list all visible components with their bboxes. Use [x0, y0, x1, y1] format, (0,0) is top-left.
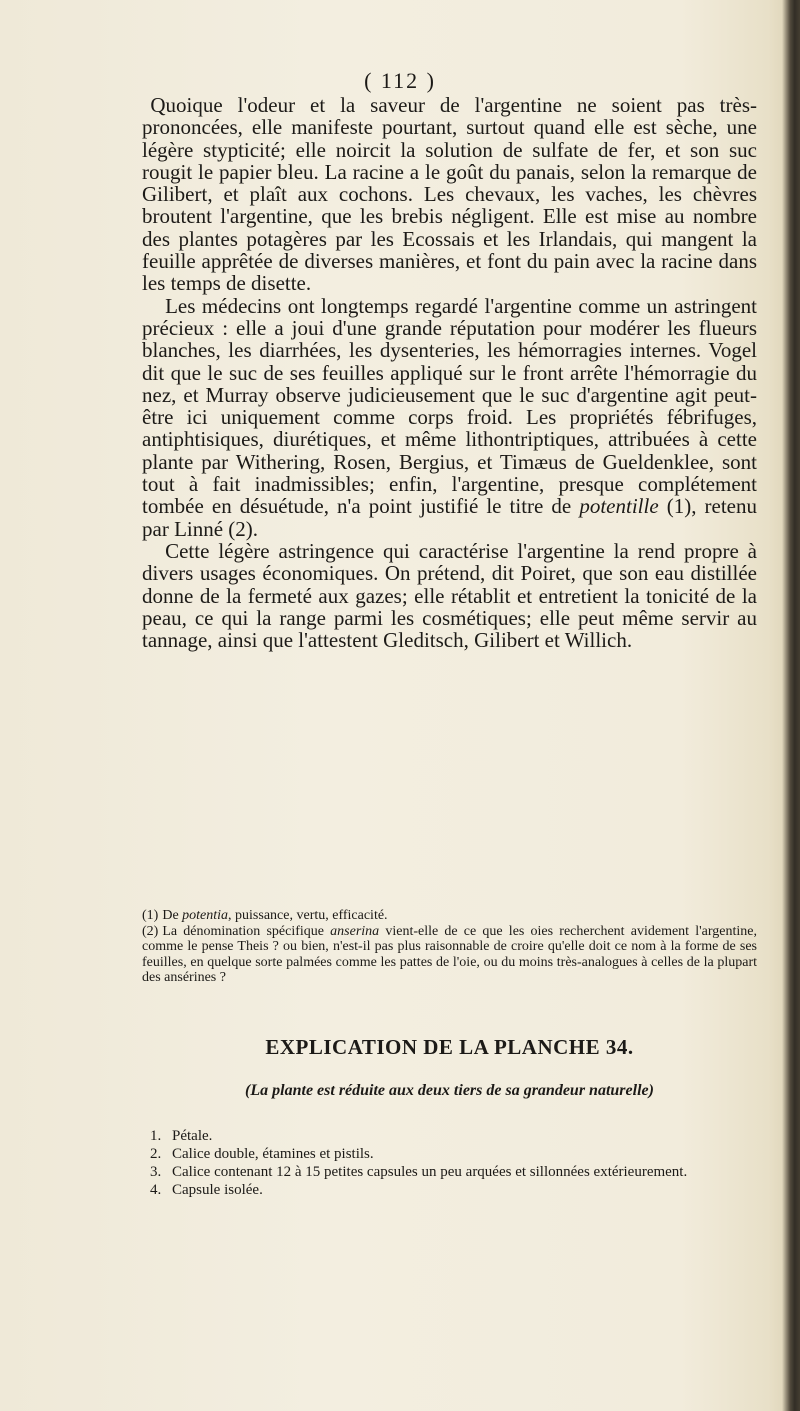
- footnote-lead: De: [162, 908, 179, 923]
- legend-item: [150, 1163, 750, 1181]
- page-number: ( 112 ): [364, 68, 436, 93]
- footnote-1: [142, 908, 757, 924]
- footnote-italic: potentia: [182, 908, 229, 923]
- paragraph-2-text: Les médecins ont longtemps regardé l'argentine comme un astringent précieux : elle a joui d'une grande réputation pour modérer les flueurs blanches, les diarrhées, les dysenteries, les hémorragies internes. Vogel dit que le suc de ses feuilles appliqué sur le front arrête l'hémorragie du nez, et Murray observe judicieusement que le suc d'argentine agit peut-être ici uniquement comme corps froid. Les propriétés fébrifuges, antiphtisiques, diurétiques, et même lithontriptiques, attribuées à cette plante par Withering, Rosen, Bergius, et Timæus de Gueldenklee, sont tout à fait inadmissibles; enfin, l'argentine, presque complétement tombée en désuétude, n'a point justifié le titre de: [142, 293, 757, 519]
- paragraph-1: Quoique l'odeur et la saveur de l'argentine ne soient pas très-prononcées, elle manifeste pourtant, surtout quand elle est sèche, une légère stypticité; elle noircit la solution de sulfate de fer, et son suc rougit le papier bleu. La racine a le goût du panais, selon la remarque de Gilibert, et plaît aux cochons. Les chevaux, les vaches, les chèvres broutent l'argentine, que les brebis négligent. Elle est mise au nombre des plantes potagères par les Ecossais et les Irlandais, qui mangent la feuille apprêtée de diverses manières, et font du pain avec la racine dans les temps de disette.: [142, 93, 757, 296]
- plate-legend: [150, 1127, 750, 1199]
- footnote-text: vient-elle de ce que les oies recherchent avidement l'argentine, comme le pense Theis ? ou bien, n'est-il pas plus raisonnable de croire qu'elle doit ce nom à la forme de ses feuilles, en quelque sorte palmées comme les pattes de l'oie, ou du moins très-analogues à celles de la plupart des ansérines ?: [142, 923, 757, 986]
- legend-text: Capsule isolée.: [172, 1182, 263, 1198]
- footnote-marker: (2): [142, 923, 159, 939]
- legend-text: Calice contenant 12 à 15 petites capsules un peu arquées et sillonnées extérieurement.: [172, 1164, 688, 1180]
- plate-subtitle: (La plante est réduite aux deux tiers de sa grandeur naturelle): [245, 1082, 654, 1099]
- legend-item: [150, 1127, 750, 1145]
- paragraph-3: Cette légère astringence qui caractérise l'argentine la rend propre à divers usages économiques. On prétend, dit Poiret, que son eau distillée donne de la fermeté aux gazes; elle rétablit et entretient la tonicité de la peau, ce qui la range parmi les cosmétiques; elle peut même servir au tannage, ainsi que l'attestent Gleditsch, Gilibert et Willich.: [142, 538, 757, 653]
- legend-item: [150, 1145, 750, 1163]
- footnote-italic: anserina: [330, 923, 380, 939]
- legend-number: 2.: [150, 1146, 162, 1162]
- footnote-lead: La dénomination spécifique: [162, 923, 324, 939]
- legend-number: 3.: [150, 1164, 162, 1180]
- footnote-2: [142, 924, 757, 986]
- paragraph-2-italic: potentille: [579, 494, 659, 519]
- page-edge-shadow: [782, 0, 800, 1411]
- footnote-text: , puissance, vertu, efficacité.: [228, 908, 388, 923]
- paragraph-2: [142, 295, 757, 540]
- footnotes: [142, 908, 757, 986]
- legend-number: 1.: [150, 1128, 162, 1144]
- paragraph-2-tail: (1), retenu par Linné (2).: [142, 494, 758, 541]
- plate-heading: EXPLICATION DE LA PLANCHE 34.: [265, 1035, 634, 1059]
- legend-text: Calice double, étamines et pistils.: [172, 1146, 374, 1162]
- main-text: [142, 94, 757, 651]
- legend-text: Pétale.: [172, 1128, 213, 1144]
- legend-item: [150, 1181, 750, 1199]
- legend-number: 4.: [150, 1182, 162, 1198]
- footnote-marker: (1): [142, 908, 159, 923]
